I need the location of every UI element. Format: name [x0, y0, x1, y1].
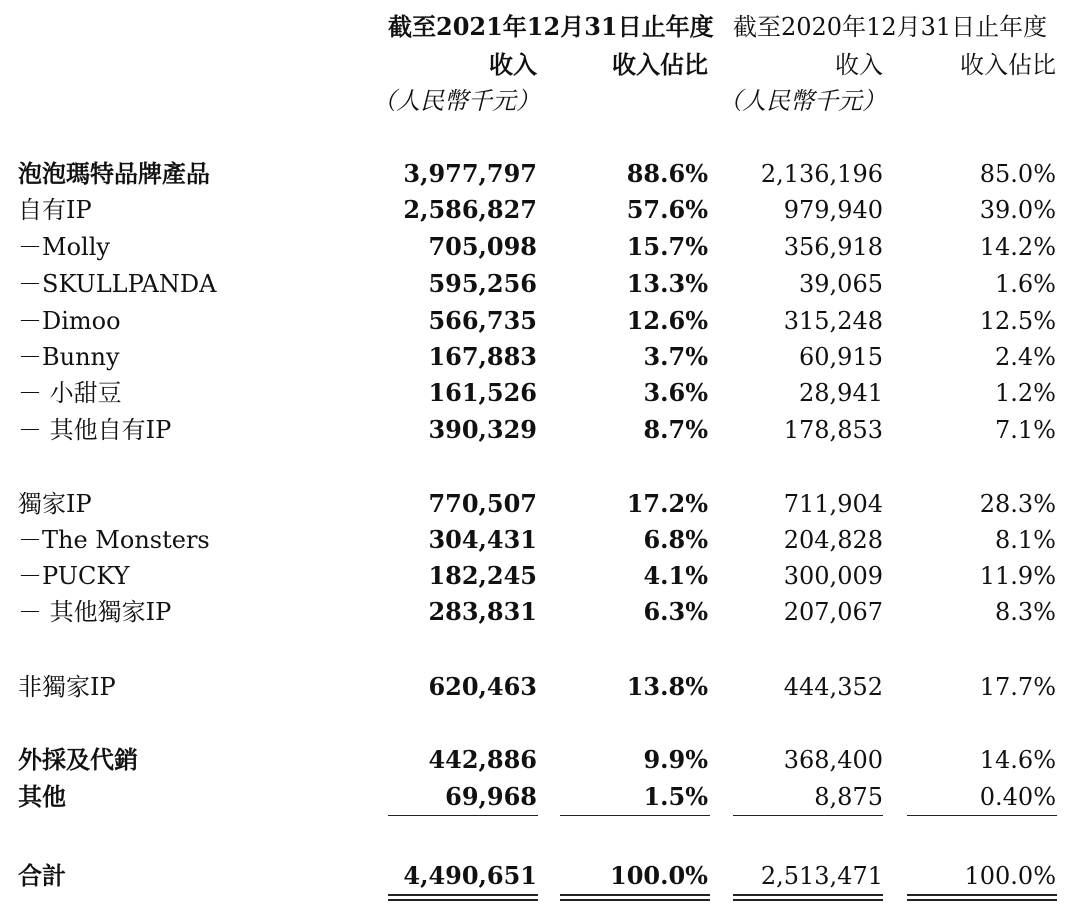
revenue-2021: 566,735: [428, 306, 537, 335]
share-2021: 13.8%: [626, 672, 708, 701]
row-label: 自有IP: [18, 196, 92, 224]
share-2020: 11.9%: [979, 562, 1056, 590]
row-label: －The Monsters: [18, 526, 210, 554]
revenue-2021: 770,507: [428, 489, 537, 518]
row-label: － 其他自有IP: [18, 416, 172, 444]
revenue-2020: 444,352: [783, 673, 883, 701]
total-double-rule: [560, 894, 710, 896]
revenue-2021: 304,431: [428, 525, 537, 554]
revenue-2020: 178,853: [783, 416, 883, 444]
total-share-2020: 100.0%: [964, 862, 1056, 890]
share-2020: 0.40%: [979, 783, 1056, 811]
revenue-2021: 620,463: [428, 672, 537, 701]
share-2020: 1.6%: [995, 270, 1056, 298]
header-unit-2020: （人民幣千元）: [718, 87, 886, 115]
total-double-rule: [907, 899, 1057, 901]
row-label: －Bunny: [18, 343, 120, 371]
total-double-rule: [560, 899, 710, 901]
row-label: 非獨家IP: [18, 673, 116, 701]
share-2020: 17.7%: [979, 673, 1056, 701]
revenue-2020: 315,248: [783, 307, 883, 335]
total-double-rule: [907, 894, 1057, 896]
revenue-2020: 207,067: [783, 598, 883, 626]
total-double-rule: [733, 899, 883, 901]
total-revenue-2021: 4,490,651: [403, 861, 537, 890]
revenue-2021: 69,968: [445, 782, 537, 811]
revenue-2021: 3,977,797: [403, 159, 537, 188]
revenue-2021: 2,586,827: [403, 195, 537, 224]
share-2021: 1.5%: [643, 782, 708, 811]
revenue-2020: 300,009: [783, 562, 883, 590]
total-share-2021: 100.0%: [610, 861, 708, 890]
total-double-rule: [733, 894, 883, 896]
row-label: － 其他獨家IP: [18, 598, 172, 626]
row-label: －Dimoo: [18, 307, 121, 335]
revenue-2021: 161,526: [428, 378, 537, 407]
header-revenue-2021: 收入: [489, 50, 537, 79]
revenue-2020: 28,941: [799, 379, 883, 407]
share-2020: 8.1%: [995, 526, 1056, 554]
header-revenue-2020: 收入: [835, 51, 883, 79]
revenue-2020: 39,065: [799, 270, 883, 298]
row-label: －SKULLPANDA: [18, 270, 217, 298]
subtotal-rule: [733, 815, 883, 816]
share-2021: 8.7%: [643, 415, 708, 444]
share-2020: 7.1%: [995, 416, 1056, 444]
share-2020: 14.6%: [979, 746, 1056, 774]
share-2020: 39.0%: [979, 196, 1056, 224]
share-2020: 1.2%: [995, 379, 1056, 407]
share-2020: 8.3%: [995, 598, 1056, 626]
revenue-2021: 595,256: [428, 269, 537, 298]
share-2021: 15.7%: [626, 232, 708, 261]
header-unit-2021: （人民幣千元）: [372, 87, 540, 115]
revenue-2021: 390,329: [428, 415, 537, 444]
revenue-2020: 979,940: [783, 196, 883, 224]
subtotal-rule: [560, 815, 710, 816]
share-2021: 13.3%: [626, 269, 708, 298]
revenue-2020: 8,875: [814, 783, 883, 811]
share-2020: 12.5%: [979, 307, 1056, 335]
row-label: －Molly: [18, 233, 110, 261]
header-period-2020: 截至2020年12月31日止年度: [733, 13, 1048, 41]
total-label: 合計: [18, 861, 66, 890]
row-label: 其他: [18, 782, 66, 811]
share-2021: 3.7%: [643, 342, 708, 371]
share-2020: 14.2%: [979, 233, 1056, 261]
revenue-2020: 356,918: [783, 233, 883, 261]
revenue-2020: 368,400: [783, 746, 883, 774]
total-double-rule: [388, 894, 538, 896]
row-label: 獨家IP: [18, 490, 92, 518]
revenue-2021: 182,245: [428, 561, 537, 590]
header-share-2021: 收入佔比: [612, 50, 708, 79]
revenue-2020: 711,904: [783, 490, 883, 518]
share-2021: 88.6%: [626, 159, 708, 188]
share-2021: 6.8%: [643, 525, 708, 554]
share-2021: 17.2%: [626, 489, 708, 518]
header-share-2020: 收入佔比: [960, 51, 1056, 79]
share-2020: 28.3%: [979, 490, 1056, 518]
row-label: 外採及代銷: [18, 745, 138, 774]
total-double-rule: [388, 899, 538, 901]
revenue-2021: 705,098: [428, 232, 537, 261]
revenue-2021: 442,886: [428, 745, 537, 774]
share-2021: 4.1%: [643, 561, 708, 590]
share-2020: 2.4%: [995, 343, 1056, 371]
revenue-2020: 60,915: [799, 343, 883, 371]
row-label: 泡泡瑪特品牌產品: [18, 159, 210, 188]
share-2021: 12.6%: [626, 306, 708, 335]
revenue-2020: 2,136,196: [760, 160, 883, 188]
share-2021: 6.3%: [643, 597, 708, 626]
share-2021: 57.6%: [626, 195, 708, 224]
revenue-2021: 167,883: [428, 342, 537, 371]
total-revenue-2020: 2,513,471: [760, 862, 883, 890]
header-period-2021: 截至2021年12月31日止年度: [388, 12, 714, 41]
share-2021: 9.9%: [643, 745, 708, 774]
share-2021: 3.6%: [643, 378, 708, 407]
row-label: －PUCKY: [18, 562, 130, 590]
revenue-2021: 283,831: [428, 597, 537, 626]
row-label: － 小甜豆: [18, 379, 122, 407]
share-2020: 85.0%: [979, 160, 1056, 188]
subtotal-rule: [388, 815, 538, 816]
subtotal-rule: [907, 815, 1057, 816]
revenue-2020: 204,828: [783, 526, 883, 554]
